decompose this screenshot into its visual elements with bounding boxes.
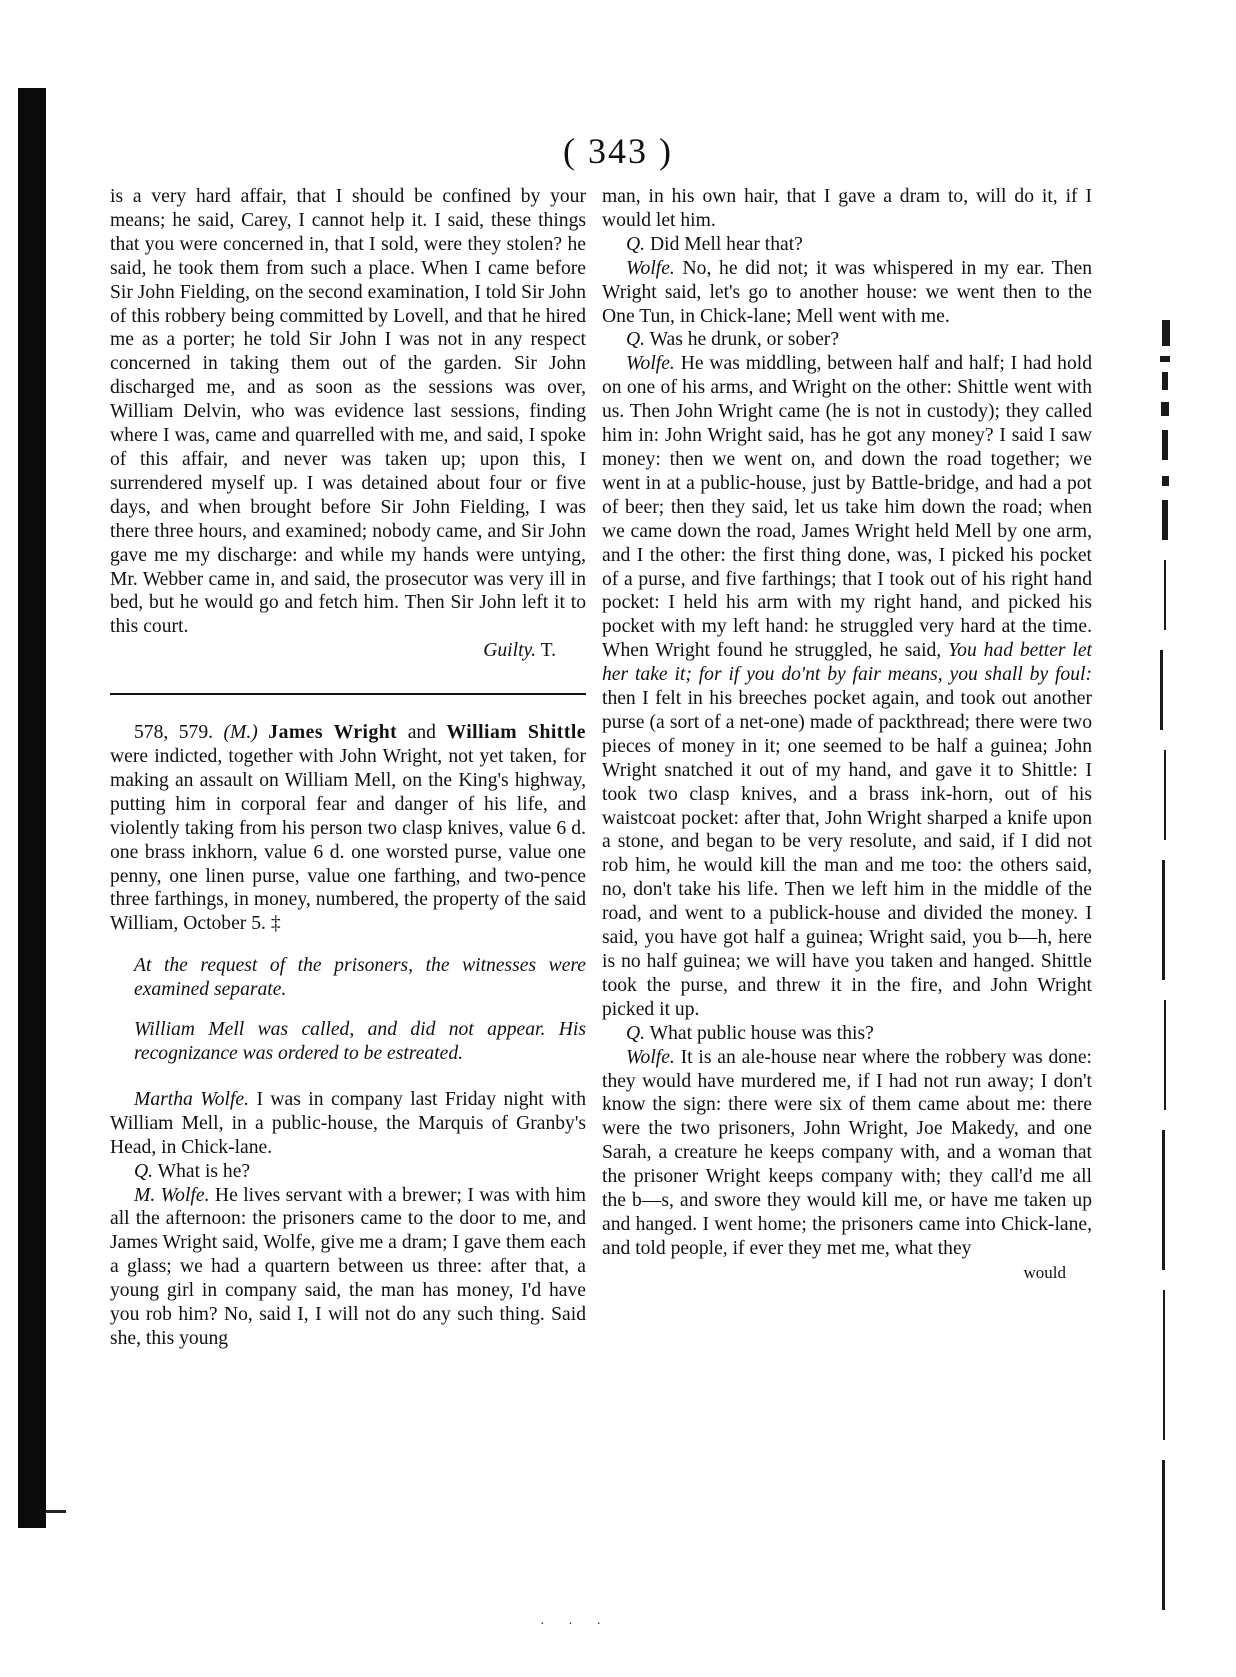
question-3 [602,328,1092,352]
right-column [602,185,1092,1285]
scan-edge-artifacts [1150,320,1178,1620]
quoted-threat: You had better let her take it; for if you do'nt by fair means, you shall by foul: [602,640,1092,686]
case-court: (M.) [223,722,258,744]
witness-name: Martha Wolfe. [134,1088,250,1110]
catchword: would [1023,1262,1066,1282]
left-column [110,185,586,1351]
question-2 [602,233,1092,257]
witness-text: I was in company last Friday night with William Mell, in a public-house, the Marquis of Granby's Head, in Chick-lane. [110,1088,586,1158]
question-text: Was he drunk, or sober? [649,329,840,351]
opening-paragraph: is a very hard affair, that I should be confined by your means; he said, Carey, I cannot help it. I said, these things that you were concerned in, that I sold, were they stolen? he said, he took them from such a place. When I came before Sir John Fielding, on the second examination, I told Sir John of this robbery being committed by Lovell, and that he hired me as a porter; he told Sir John I was not in any respect concerned in taking them out of the garden. Sir John discharged me, and as soon as the sessions was over, William Delvin, who was evidence last sessions, finding where I was, came and quarrelled with me, and said, I spoke of this affair, and never was taken up; upon this, I surrendered myself up. I was detained about four or five days, and when brought before Sir John Fielding, I was there three hours, and examined; nobody came, and Sir John gave me my discharge: and while my hands were untying, Mr. Webber came in, and said, the prosecutor was very ill in bed, but he would go and fetch him. Then Sir John left it to this court. [110,186,586,638]
answer-speaker: Wolfe. [626,353,675,375]
note-separate-examination: At the request of the prisoners, the witnesses were examined separate. [134,955,586,1001]
answer-speaker: Wolfe. [626,1046,675,1068]
answer-text: It is an ale-house near where the robbery was done: they would have murdered me, if I had not run away; I don't know the sign: there were six of them came about me: there were the two prisoners, John Wright, Joe Makedy, and one Sarah, a creature he keeps company with, and a woman that the prisoner Wright keeps company with; they call'd me all the b—s, and swore they would kill me, or have me taken up and hanged. I went home; the prisoners came into Chick-lane, and told people, if ever they met me, what they [602,1046,1092,1259]
answer-text-continued: then I felt in his breeches pocket again, and took out another purse (a sort of a net-one) made of packthread; there were two pieces of money in it; one seemed to be half a guinea; John Wright snatched it out of my hand, and gave it to Shittle: I took two clasp knives, and a brass ink-horn, out of his waistcoat pocket: after that, John Wright sharped a knife upon a stone, and began to be very resolute, and said, if I did not rob him, he would kill the man and me too: the others said, no, don't take his life. Then we left him in the middle of the road, and went to a publick-house and divided the money. I said, you have got half a guinea; Wright said, you b—h, here is no half guinea; we will have you taken and hanged. Shittle took the purse, and threw it in the fire, and John Wright picked it up. [602,688,1092,1020]
question-4 [602,1022,1092,1046]
section-divider [110,693,586,695]
answer-2 [602,257,1092,329]
continuation-text: man, in his own hair, that I gave a dram to, will do it, if I would let him. [602,186,1092,231]
answer-1 [110,1184,586,1351]
scan-spine-mark [46,1510,66,1513]
q-mark: Q. [626,233,646,255]
answer-speaker: Wolfe. [626,257,675,279]
sentence: T. [540,640,556,662]
indictment: were indicted, together with John Wright, not yet taken, for making an assault on William Mell, on the King's highway, putting him in corporal fear and danger of his life, and violently taking from his person two clasp knives, value 6 d. one brass inkhorn, value 6 d. one worsted purse, value one penny, one linen purse, value one farthing, and two-pence three farthings, in money, numbered, the property of the said William, October 5. ‡ [110,746,586,935]
answer-text: No, he did not; it was whispered in my ear. Then Wright said, let's go to another house: we went then to the One Tun, in Chick-lane; Mell went with me. [602,257,1092,327]
answer-speaker: M. Wolfe. [134,1184,210,1206]
q-mark: Q. [626,329,646,351]
answer-text: He lives servant with a brewer; I was with him all the afternoon: the prisoners came to the door to me, and James Wright said, Wolfe, give me a dram; I gave them each a glass; we had a quartern between us three: after that, a young girl in company said, the man has money, I'd have you rob him? No, said I, I will not do any such thing. Said she, this young [110,1184,587,1349]
defendant-2: William Shittle [446,722,586,744]
witness-testimony [110,1088,586,1160]
question-text: What is he? [157,1160,251,1182]
scan-bottom-specks: · · · [540,1617,611,1632]
answer-4 [602,1046,1092,1261]
case-number: 578, 579. [134,722,214,744]
answer-text: He was middling, between half and half; I had hold on one of his arms, and Wright on the other: Shittle went with us. Then John Wright came (he is not in custody); they called him in: John Wright said, has he got any money? I said I saw money: then we went on, and down the road together; we went in at a public-house, just by Battle-bridge, and had a pot of beer; then they said, let us take him down the road; when we came down the road, James Wright held Mell by one arm, and I the other: the first thing done, was, I picked his pocket of a purse, and five farthings; that I took out of his right hand pocket: I held his arm with my right hand, and picked his pocket with my left hand: he struggled very hard at the time. When Wright found he struggled, he said, [602,353,1092,662]
verdict: Guilty. [483,640,537,662]
conjunction: and [407,722,436,744]
note-recognizance: William Mell was called, and did not appear. His recognizance was ordered to be estreated. [134,1019,586,1064]
defendant-1: James Wright [268,722,398,744]
q-mark: Q. [134,1160,154,1182]
scan-spine-shadow [18,88,46,1528]
page-number: ( 343 ) [563,131,673,171]
question-text: What public house was this? [649,1022,874,1044]
q-mark: Q. [626,1022,646,1044]
question-1 [110,1160,586,1184]
question-text: Did Mell hear that? [649,233,803,255]
verdict-line [110,639,586,663]
answer-3 [602,352,1092,1021]
case-heading [110,721,586,936]
